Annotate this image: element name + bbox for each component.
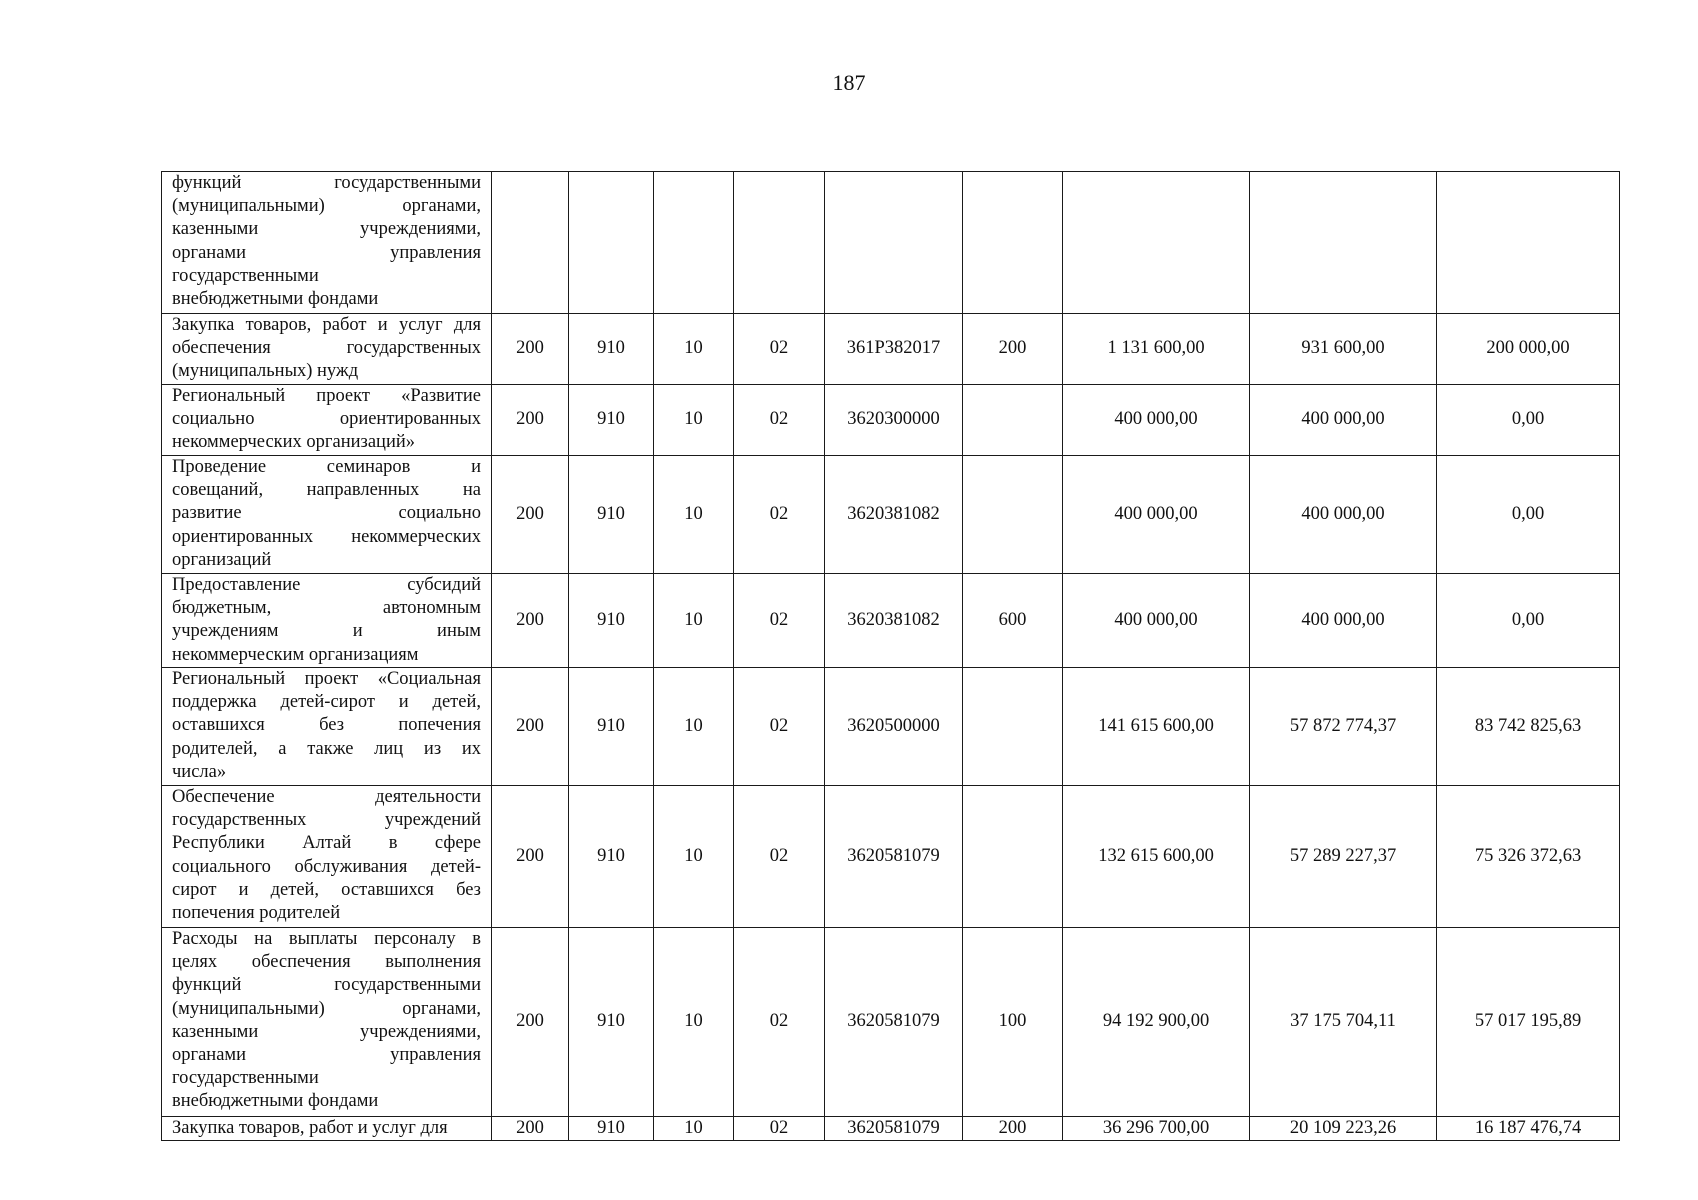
cell-target-article: 3620581079 bbox=[825, 1117, 963, 1141]
cell-section bbox=[654, 172, 734, 314]
description-line: попечения родителей bbox=[172, 903, 341, 924]
row-description bbox=[162, 928, 492, 1117]
cell-admin-code: 200 bbox=[492, 385, 569, 456]
cell-expense-type: 600 bbox=[963, 574, 1063, 668]
cell-amount-regional: 0,00 bbox=[1437, 456, 1620, 574]
description-line: Обеспечение деятельности bbox=[172, 787, 481, 807]
cell-admin-code: 200 bbox=[492, 928, 569, 1117]
description-line: Расходы на выплаты персоналу в bbox=[172, 929, 481, 949]
table-row bbox=[162, 385, 1620, 456]
description-line: родителей, а также лиц из их bbox=[172, 738, 481, 759]
table-row bbox=[162, 668, 1620, 786]
description-line: (муниципальными) органами, bbox=[172, 196, 481, 217]
description-line: Закупка товаров, работ и услуг для bbox=[172, 315, 481, 335]
cell-amount-total: 400 000,00 bbox=[1063, 456, 1250, 574]
cell-amount-total: 141 615 600,00 bbox=[1063, 668, 1250, 786]
cell-expense-type: 100 bbox=[963, 928, 1063, 1117]
cell-ministry-code bbox=[569, 172, 654, 314]
cell-target-article: 3620581079 bbox=[825, 786, 963, 928]
table-row bbox=[162, 928, 1620, 1117]
budget-table bbox=[161, 171, 1620, 1141]
cell-amount-total bbox=[1063, 172, 1250, 314]
cell-ministry-code: 910 bbox=[569, 456, 654, 574]
row-description bbox=[162, 172, 492, 314]
description-line: (муниципальными) органами, bbox=[172, 998, 481, 1019]
cell-admin-code: 200 bbox=[492, 668, 569, 786]
description-line: ориентированных некоммерческих bbox=[172, 526, 481, 547]
description-line: социально ориентированных bbox=[172, 409, 481, 430]
cell-admin-code bbox=[492, 172, 569, 314]
description-line: Республики Алтай в сфере bbox=[172, 833, 481, 854]
cell-amount-federal: 57 289 227,37 bbox=[1250, 786, 1437, 928]
cell-subsection: 02 bbox=[734, 668, 825, 786]
cell-subsection: 02 bbox=[734, 574, 825, 668]
cell-amount-regional: 16 187 476,74 bbox=[1437, 1117, 1620, 1141]
cell-amount-federal: 931 600,00 bbox=[1250, 314, 1437, 385]
cell-subsection: 02 bbox=[734, 385, 825, 456]
cell-amount-total: 1 131 600,00 bbox=[1063, 314, 1250, 385]
table-row bbox=[162, 574, 1620, 668]
cell-amount-regional: 0,00 bbox=[1437, 385, 1620, 456]
description-line: некоммерческих организаций» bbox=[172, 432, 415, 453]
cell-target-article: 361P382017 bbox=[825, 314, 963, 385]
cell-amount-federal bbox=[1250, 172, 1437, 314]
cell-target-article: 3620500000 bbox=[825, 668, 963, 786]
description-line: органами управления bbox=[172, 242, 481, 263]
description-line: Проведение семинаров и bbox=[172, 457, 481, 477]
row-description bbox=[162, 574, 492, 668]
row-description bbox=[162, 668, 492, 786]
cell-target-article bbox=[825, 172, 963, 314]
description-line: Предоставление субсидий bbox=[172, 575, 481, 595]
description-line: Региональный проект «Развитие bbox=[172, 386, 481, 406]
description-line: государственными bbox=[172, 265, 319, 286]
cell-subsection: 02 bbox=[734, 786, 825, 928]
cell-subsection: 02 bbox=[734, 456, 825, 574]
description-line: учреждениям и иным bbox=[172, 621, 481, 642]
description-line: развитие социально bbox=[172, 503, 481, 524]
cell-ministry-code: 910 bbox=[569, 786, 654, 928]
table-row bbox=[162, 1117, 1620, 1141]
table-row bbox=[162, 786, 1620, 928]
cell-amount-federal: 37 175 704,11 bbox=[1250, 928, 1437, 1117]
cell-admin-code: 200 bbox=[492, 786, 569, 928]
cell-subsection bbox=[734, 172, 825, 314]
cell-amount-total: 400 000,00 bbox=[1063, 574, 1250, 668]
cell-section: 10 bbox=[654, 314, 734, 385]
description-line: государственными bbox=[172, 1068, 319, 1089]
description-line: функций государственными bbox=[172, 975, 481, 996]
table-row bbox=[162, 314, 1620, 385]
cell-target-article: 3620300000 bbox=[825, 385, 963, 456]
cell-amount-federal: 20 109 223,26 bbox=[1250, 1117, 1437, 1141]
description-line: числа» bbox=[172, 761, 227, 782]
cell-amount-regional: 200 000,00 bbox=[1437, 314, 1620, 385]
description-line: казенными учреждениями, bbox=[172, 219, 481, 240]
cell-amount-total: 132 615 600,00 bbox=[1063, 786, 1250, 928]
description-line: внебюджетными фондами bbox=[172, 1091, 379, 1112]
description-line: социального обслуживания детей- bbox=[172, 856, 481, 877]
description-line: некоммерческим организациям bbox=[172, 644, 419, 665]
cell-amount-federal: 400 000,00 bbox=[1250, 385, 1437, 456]
description-line: организаций bbox=[172, 549, 272, 570]
cell-admin-code: 200 bbox=[492, 574, 569, 668]
description-line: бюджетным, автономным bbox=[172, 598, 481, 619]
cell-section: 10 bbox=[654, 786, 734, 928]
cell-amount-federal: 400 000,00 bbox=[1250, 574, 1437, 668]
cell-section: 10 bbox=[654, 385, 734, 456]
cell-amount-federal: 57 872 774,37 bbox=[1250, 668, 1437, 786]
cell-admin-code: 200 bbox=[492, 314, 569, 385]
description-line: обеспечения государственных bbox=[172, 338, 481, 359]
cell-amount-regional: 0,00 bbox=[1437, 574, 1620, 668]
cell-expense-type: 200 bbox=[963, 314, 1063, 385]
cell-ministry-code: 910 bbox=[569, 1117, 654, 1141]
cell-amount-total: 94 192 900,00 bbox=[1063, 928, 1250, 1117]
cell-expense-type bbox=[963, 786, 1063, 928]
description-line: внебюджетными фондами bbox=[172, 289, 379, 310]
cell-expense-type bbox=[963, 172, 1063, 314]
cell-amount-regional bbox=[1437, 172, 1620, 314]
description-line: государственных учреждений bbox=[172, 810, 481, 831]
cell-subsection: 02 bbox=[734, 1117, 825, 1141]
row-description bbox=[162, 786, 492, 928]
cell-amount-regional: 57 017 195,89 bbox=[1437, 928, 1620, 1117]
description-line: органами управления bbox=[172, 1045, 481, 1066]
row-description bbox=[162, 314, 492, 385]
cell-expense-type: 200 bbox=[963, 1117, 1063, 1141]
description-line: функций государственными bbox=[172, 173, 481, 193]
cell-amount-regional: 83 742 825,63 bbox=[1437, 668, 1620, 786]
cell-amount-total: 36 296 700,00 bbox=[1063, 1117, 1250, 1141]
cell-subsection: 02 bbox=[734, 928, 825, 1117]
cell-amount-federal: 400 000,00 bbox=[1250, 456, 1437, 574]
description-line: оставшихся без попечения bbox=[172, 715, 481, 736]
row-description bbox=[162, 1117, 492, 1141]
cell-expense-type bbox=[963, 385, 1063, 456]
cell-ministry-code: 910 bbox=[569, 314, 654, 385]
row-description bbox=[162, 456, 492, 574]
cell-expense-type bbox=[963, 456, 1063, 574]
cell-section: 10 bbox=[654, 928, 734, 1117]
description-line: Закупка товаров, работ и услуг для bbox=[172, 1118, 448, 1138]
cell-admin-code: 200 bbox=[492, 456, 569, 574]
cell-subsection: 02 bbox=[734, 314, 825, 385]
cell-ministry-code: 910 bbox=[569, 574, 654, 668]
cell-ministry-code: 910 bbox=[569, 928, 654, 1117]
description-line: Региональный проект «Социальная bbox=[172, 669, 481, 689]
table-row bbox=[162, 172, 1620, 314]
description-line: (муниципальных) нужд bbox=[172, 361, 359, 382]
cell-section: 10 bbox=[654, 456, 734, 574]
page-number: 187 bbox=[832, 70, 866, 95]
table-row bbox=[162, 456, 1620, 574]
cell-ministry-code: 910 bbox=[569, 385, 654, 456]
description-line: сирот и детей, оставшихся без bbox=[172, 879, 481, 900]
description-line: казенными учреждениями, bbox=[172, 1021, 481, 1042]
cell-target-article: 3620381082 bbox=[825, 574, 963, 668]
description-line: поддержка детей-сирот и детей, bbox=[172, 692, 481, 713]
description-line: совещаний, направленных на bbox=[172, 480, 481, 501]
cell-amount-regional: 75 326 372,63 bbox=[1437, 786, 1620, 928]
cell-section: 10 bbox=[654, 1117, 734, 1141]
cell-target-article: 3620381082 bbox=[825, 456, 963, 574]
row-description bbox=[162, 385, 492, 456]
cell-amount-total: 400 000,00 bbox=[1063, 385, 1250, 456]
cell-section: 10 bbox=[654, 668, 734, 786]
description-line: целях обеспечения выполнения bbox=[172, 952, 481, 973]
cell-expense-type bbox=[963, 668, 1063, 786]
cell-ministry-code: 910 bbox=[569, 668, 654, 786]
cell-target-article: 3620581079 bbox=[825, 928, 963, 1117]
cell-admin-code: 200 bbox=[492, 1117, 569, 1141]
cell-section: 10 bbox=[654, 574, 734, 668]
